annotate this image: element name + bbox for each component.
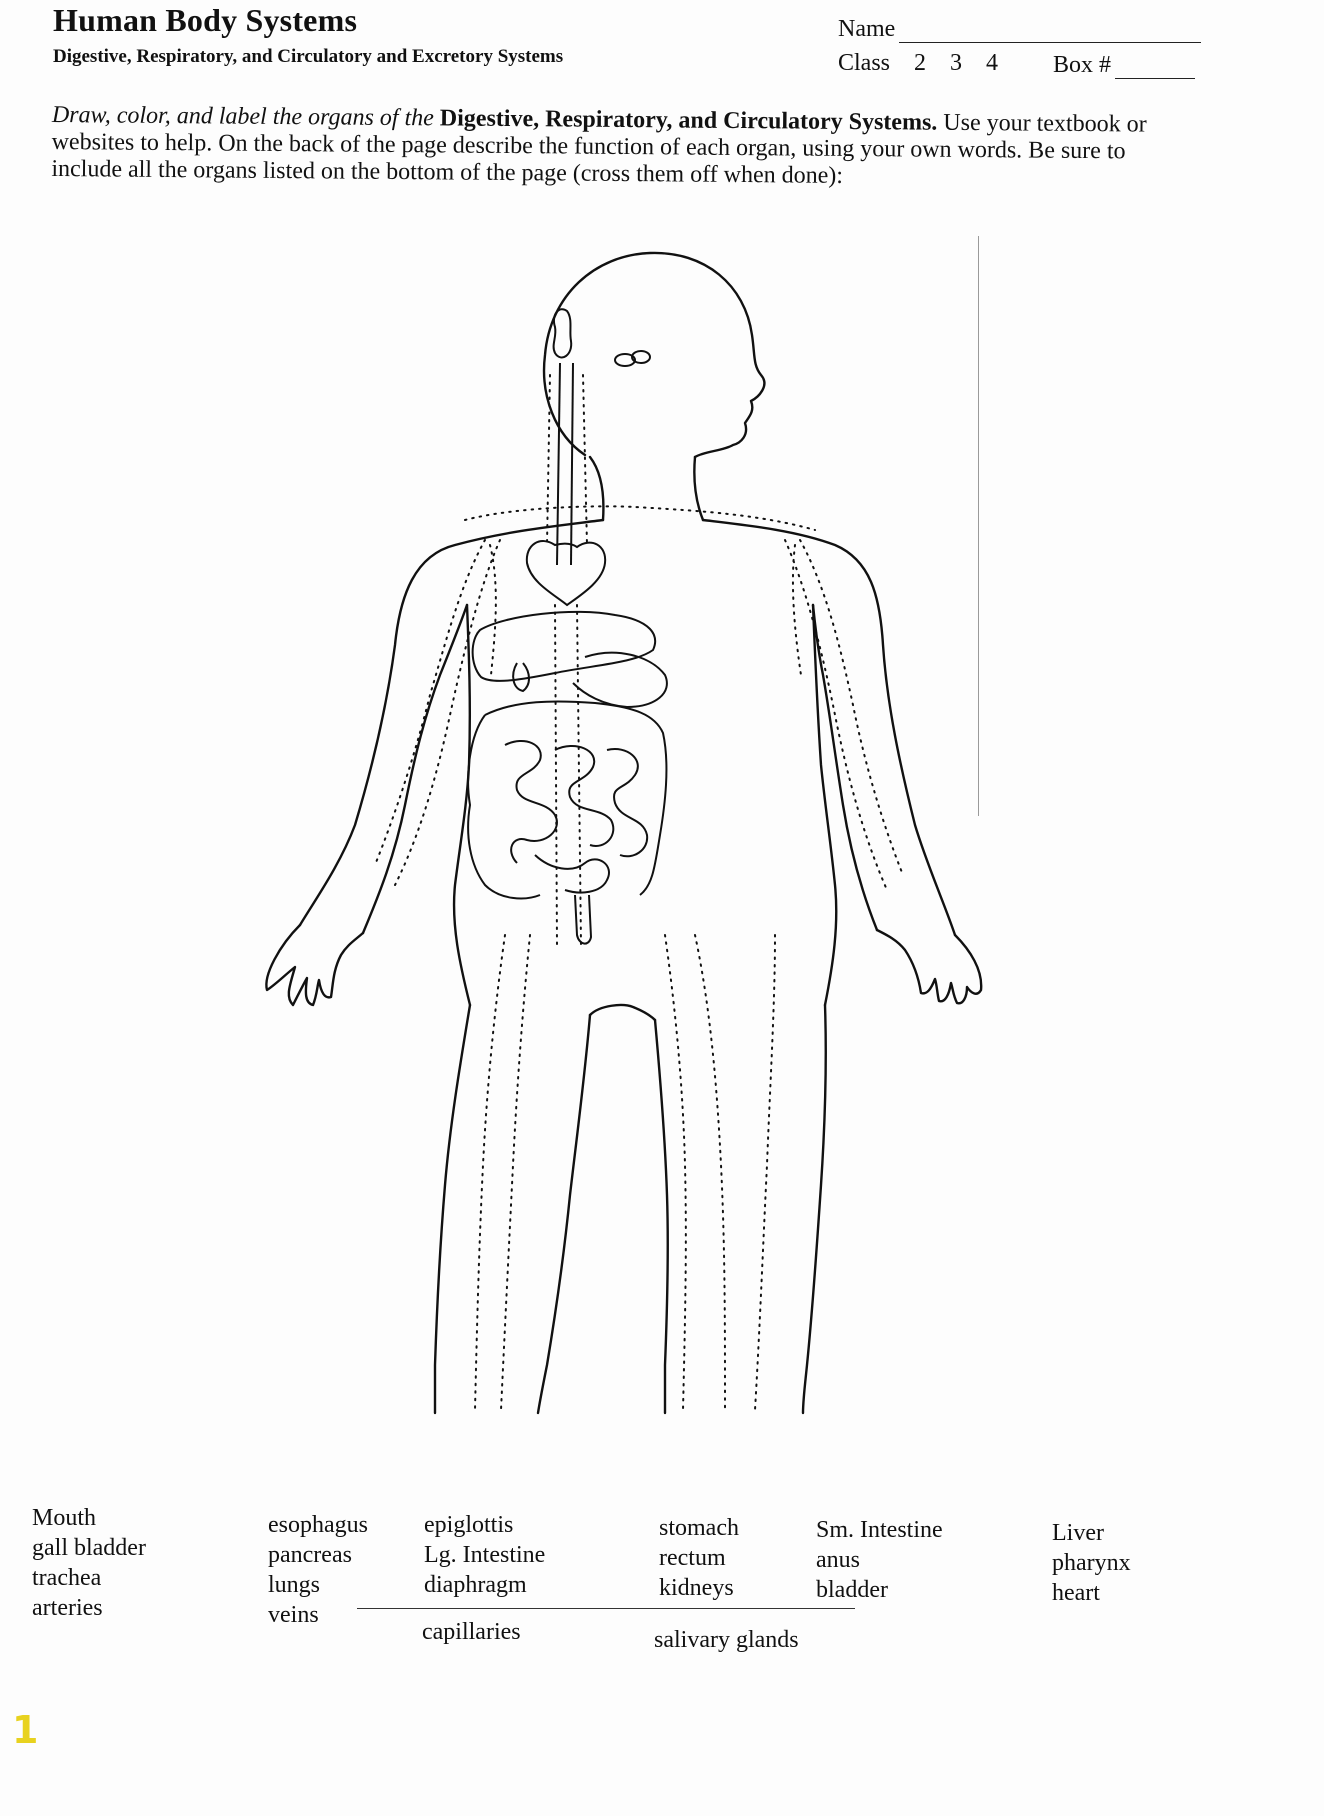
organ-item: Lg. Intestine [424, 1542, 546, 1568]
blood-vessel [793, 545, 801, 675]
esophagus [557, 363, 560, 565]
organ-column-1 [32, 1503, 146, 1623]
worksheet-title: Human Body Systems [53, 2, 358, 38]
organ-item: capillaries [422, 1619, 521, 1645]
organ-item: bladder [816, 1577, 888, 1603]
worksheet-subtitle: Digestive, Respiratory, and Circulatory and Excretory Systems [53, 46, 564, 67]
right-arm-outline [703, 520, 955, 935]
large-intestine [485, 701, 666, 895]
organ-item: epiglottis [424, 1512, 514, 1538]
name-label: Name [838, 16, 896, 42]
organ-item: rectum [659, 1545, 726, 1571]
blood-vessel [785, 540, 887, 890]
organ-column-5 [816, 1515, 943, 1605]
blood-vessel [800, 540, 903, 875]
name-blank-line [899, 22, 1201, 43]
liver [473, 612, 655, 681]
class-label: Class [838, 50, 891, 76]
blood-vessel [501, 935, 530, 1410]
small-intestine [607, 749, 647, 856]
right-leg-outline [803, 1005, 826, 1413]
organ-item: esophagus [268, 1512, 368, 1538]
small-intestine [505, 741, 557, 863]
instructions-bold: Digestive, Respiratory, and Circulatory Systems. [439, 105, 938, 136]
right-leg-inner [655, 1020, 668, 1413]
left-hand-outline [266, 925, 363, 1005]
organ-item: lungs [268, 1572, 321, 1598]
box-field [1053, 52, 1195, 79]
organ-item: stomach [659, 1515, 739, 1541]
class-number: 2 [914, 50, 927, 76]
neck-outline [590, 457, 603, 520]
blood-vessel [395, 540, 500, 885]
torso-right-side [813, 605, 836, 1005]
head-outline [544, 253, 764, 457]
organ-item: trachea [32, 1565, 102, 1591]
left-arm-outline [300, 520, 603, 925]
organ-column-6 [1052, 1518, 1131, 1608]
organ-item: Mouth [32, 1505, 97, 1531]
organ-column-4 [659, 1513, 739, 1603]
organ-extra-salivary-glands [654, 1625, 799, 1655]
salivary-gland [554, 309, 572, 357]
box-label: Box # [1053, 52, 1112, 78]
organ-item: pharynx [1052, 1550, 1131, 1576]
blood-vessel [490, 545, 496, 675]
blood-vessel [583, 375, 587, 545]
blood-vessel [755, 935, 775, 1410]
esophagus [571, 363, 573, 565]
organ-column-2 [268, 1510, 368, 1630]
left-leg-inner [538, 1015, 590, 1413]
organ-item: heart [1052, 1580, 1100, 1606]
organ-item: Liver [1052, 1520, 1104, 1546]
blood-vessel [475, 935, 505, 1410]
organs-group [468, 309, 667, 943]
left-arm-inner [363, 605, 467, 933]
human-body-diagram [255, 245, 985, 1420]
page-corner-mark: 1 [12, 1708, 39, 1752]
right-hand-outline [877, 930, 981, 1003]
left-leg-outline [435, 1005, 470, 1413]
organ-item: anus [816, 1547, 860, 1573]
organ-item: veins [268, 1602, 319, 1628]
class-number: 3 [950, 50, 963, 76]
stomach [573, 653, 667, 707]
organ-column-3 [424, 1510, 545, 1600]
class-field-row [838, 50, 1112, 78]
instructions-italic: Draw, color, and label the organs of the [51, 102, 434, 132]
small-intestine [555, 746, 613, 846]
gall-bladder [513, 663, 529, 691]
blood-vessel [555, 605, 557, 945]
blood-vessel [577, 605, 581, 945]
organ-item: diaphragm [424, 1572, 527, 1598]
instructions-rest: Use your textbook or websites to help. On the back of the page describe the function of each organ, using your own words. Be sure to include all the organs listed on the bottom of the page (cross them off when done): [51, 109, 1147, 189]
organ-extra-capillaries [422, 1617, 521, 1647]
small-intestine [535, 855, 609, 893]
name-field-row [838, 16, 1201, 43]
box-blank-line [1115, 60, 1195, 79]
organ-item: gall bladder [32, 1535, 146, 1561]
torso-left-side [454, 605, 470, 1005]
class-number: 4 [986, 50, 999, 76]
crotch-line [590, 1005, 655, 1020]
organ-item: Sm. Intestine [816, 1517, 943, 1543]
word-bank-divider [357, 1608, 855, 1609]
heart [527, 541, 605, 605]
organ-item: kidneys [659, 1575, 734, 1601]
right-arm-inner [813, 605, 877, 930]
organ-item: salivary glands [654, 1627, 799, 1653]
blood-vessel [695, 935, 725, 1410]
blood-vessel [665, 935, 686, 1410]
instructions-paragraph [51, 102, 1182, 193]
organ-item: pancreas [268, 1542, 352, 1568]
rectum [575, 895, 591, 944]
organ-item: arteries [32, 1595, 103, 1621]
